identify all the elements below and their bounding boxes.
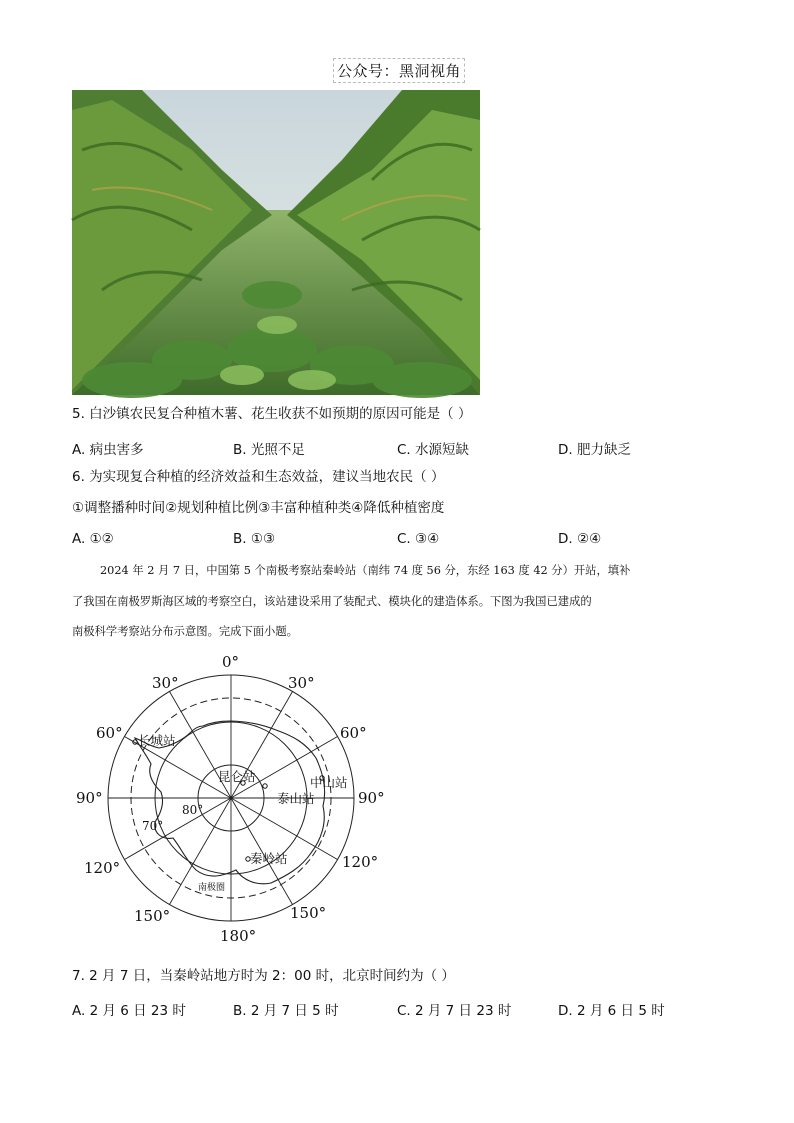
lon-150w-label: 150° <box>134 907 171 925</box>
q7-option-c: C. 2 月 7 日 23 时 <box>397 1003 512 1019</box>
lon-150e-label: 150° <box>290 904 327 922</box>
q6-option-b: B. ①③ <box>233 531 276 547</box>
intro-line-1: 2024 年 2 月 7 日，中国第 5 个南极考察站秦岭站（南纬 74 度 56 分，东经 163 度 42 分）开站，填补 <box>100 564 631 577</box>
q5-option-b: B. 光照不足 <box>233 442 305 458</box>
q7-option-d: D. 2 月 6 日 5 时 <box>558 1003 665 1019</box>
qinling-station-label: 秦岭站 <box>250 851 288 866</box>
q5-option-c: C. 水源短缺 <box>397 442 470 458</box>
lon-90w-label: 90° <box>76 789 103 807</box>
changcheng-station-label: 长城站 <box>138 733 176 748</box>
q7-option-b: B. 2 月 7 日 5 时 <box>233 1003 339 1019</box>
lon-90e-label: 90° <box>358 789 385 807</box>
question-6-items: ①调整播种时间②规划种植比例③丰富种植种类④降低种植密度 <box>72 500 445 516</box>
q6-option-d: D. ②④ <box>558 531 602 547</box>
lon-120w-label: 120° <box>84 859 121 877</box>
zhongshan-station-label: 中山站 <box>310 775 348 790</box>
question-6-stem: 6. 为实现复合种植的经济效益和生态效益，建议当地农民（ ） <box>72 469 445 485</box>
lon-30w-label: 30° <box>152 674 179 692</box>
question-5-stem: 5. 白沙镇农民复合种植木薯、花生收获不如预期的原因可能是（ ） <box>72 406 472 422</box>
antarctic-station-map <box>76 650 400 950</box>
lon-120e-label: 120° <box>342 853 379 871</box>
lon-60w-label: 60° <box>96 724 123 742</box>
intro-line-2: 了我国在南极罗斯海区域的考察空白，该站建设采用了装配式、模块化的建造体系。下图为我国已建成的 <box>72 595 592 608</box>
q5-option-a: A. 病虫害多 <box>72 442 144 458</box>
lon-60e-label: 60° <box>340 724 367 742</box>
q7-option-a: A. 2 月 6 日 23 时 <box>72 1003 186 1019</box>
lon-0-label: 0° <box>222 653 240 671</box>
cornfield-intercropping-photo <box>72 90 480 395</box>
question-7-stem: 7. 2 月 7 日，当秦岭站地方时为 2：00 时，北京时间约为（ ） <box>72 968 455 984</box>
intro-line-3: 南极科学考察站分布示意图。完成下面小题。 <box>72 625 298 638</box>
field-photo <box>72 90 480 395</box>
watermark-label: 公众号：黑洞视角 <box>333 58 465 83</box>
meridian-lines <box>108 675 354 921</box>
lon-30e-label: 30° <box>288 674 315 692</box>
kunlun-station-label: 昆仑站 <box>218 769 256 784</box>
taishan-station-label: 泰山站 <box>277 791 315 806</box>
antarctic-circle-label: 南极圈 <box>198 883 226 893</box>
q6-option-a: A. ①② <box>72 531 114 547</box>
taishan-station-marker <box>263 784 267 788</box>
lat-80-label: 80° <box>182 803 204 817</box>
lon-180-label: 180° <box>220 927 257 945</box>
lat-70-label: 70° <box>142 819 164 833</box>
q6-option-c: C. ③④ <box>397 531 440 547</box>
q5-option-d: D. 肥力缺乏 <box>558 442 631 458</box>
